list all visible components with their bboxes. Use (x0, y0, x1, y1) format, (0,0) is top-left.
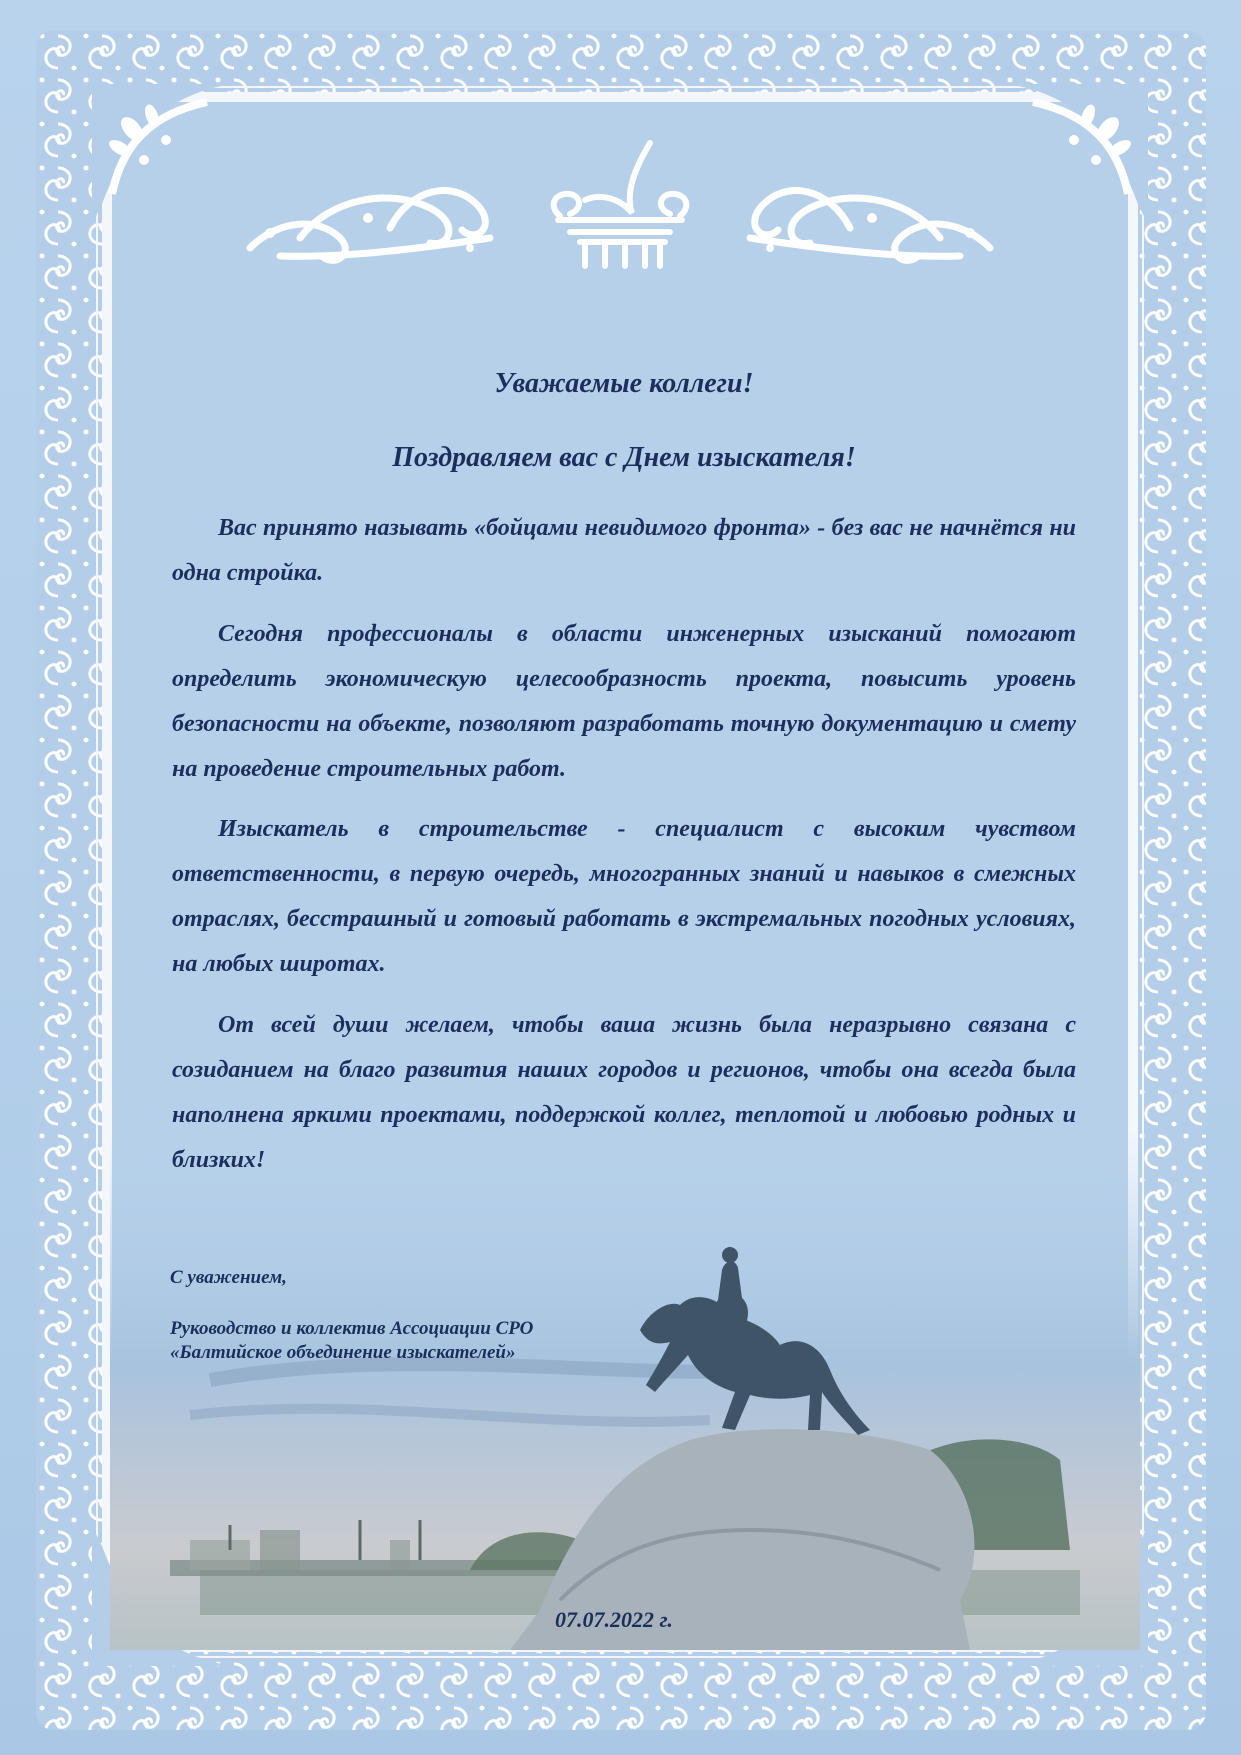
header-ornament (240, 138, 1000, 288)
corner-ornament-icon (92, 84, 232, 224)
salutation: Уважаемые коллеги! (494, 368, 754, 399)
signature-line-1: Руководство и коллектив Ассоциации СРО (170, 1318, 534, 1339)
letter-date: 07.07.2022 г. (555, 1607, 673, 1632)
paragraph-4: От всей души желаем, чтобы ваша жизнь была неразрывно связана с созиданием на благо развития наших городов и регионов, чтобы она всегда была наполнена яркими проектами, поддержкой коллег, теплотой и любовью родных и близких! (172, 1012, 1076, 1173)
city-scene (110, 1130, 1140, 1650)
paragraph-1: Вас принято называть «бойцами невидимого фронта» - без вас не начнётся ни одна стройка. (172, 515, 1076, 586)
paragraph-2: Сегодня профессионалы в области инженерных изысканий помогают определить экономическую целесообразность проекта, повысить уровень безопасности на объекте, позволяют разработать точную документацию и смету на проведение строительных работ. (172, 621, 1076, 782)
corner-ornament-icon (1008, 84, 1148, 224)
closing: С уважением, (170, 1267, 287, 1288)
congratulation-heading: Поздравляем вас с Днем изыскателя! (392, 442, 856, 473)
signature-line-2: «Балтийское объединение изыскателей» (170, 1342, 516, 1363)
paragraph-3: Изыскатель в строительстве - специалист с высоким чувством ответственности, в первую очередь, многогранных знаний и навыков в смежных отраслях, бесстрашный и готовый работать в экстремальных погодных условиях, на любых широтах. (172, 816, 1076, 977)
sro-column-logo-icon (554, 143, 687, 266)
